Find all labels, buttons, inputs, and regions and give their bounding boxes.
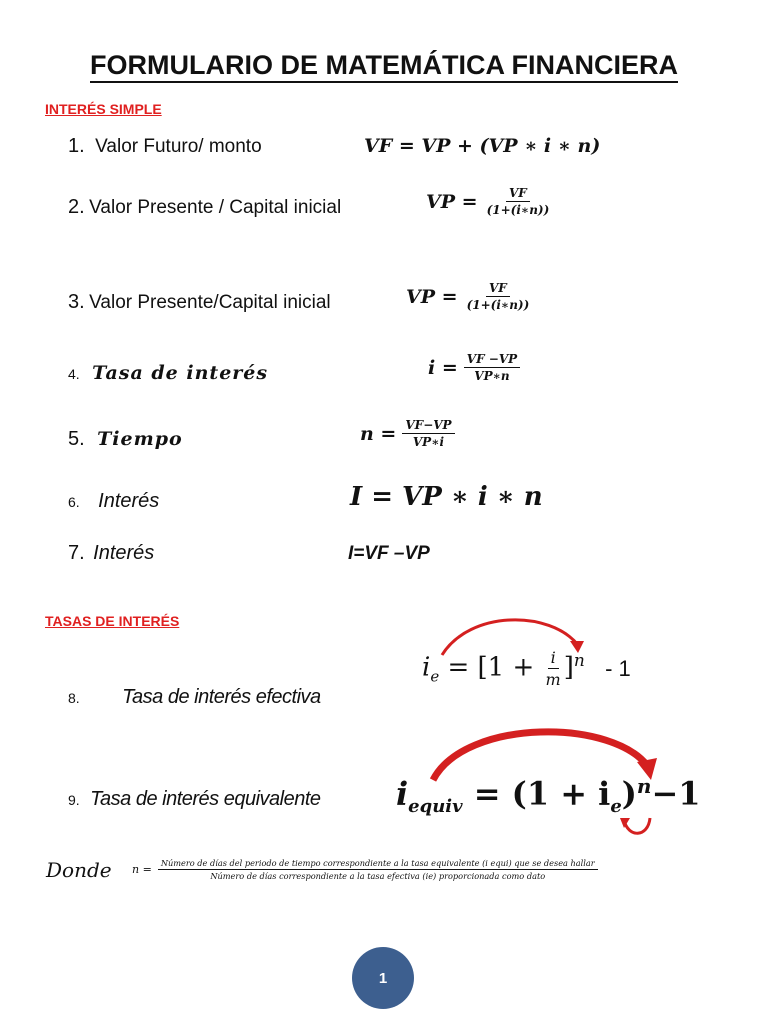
formula-tail: - 1 <box>605 655 631 681</box>
item-label: Tasa de interés efectiva <box>122 686 321 708</box>
section-heading-interest-rates: TASAS DE INTERÉS <box>45 613 180 629</box>
formula-item-1 <box>68 135 262 158</box>
item-number: 7. <box>68 542 85 564</box>
item-number: 1. <box>68 135 85 157</box>
fraction-numerator: VF−VP <box>402 418 454 434</box>
item-number: 9. <box>68 792 80 808</box>
fraction-denominator: (1+(i∗n)) <box>486 203 550 217</box>
donde-fraction <box>158 858 598 881</box>
item-label: Valor Presente/Capital inicial <box>89 292 331 313</box>
donde-definition <box>132 858 598 881</box>
formula-item-8 <box>68 686 321 709</box>
formula-effective-rate: $i_e = [1$ + $\frac{i}{m}$ ]$^n$ - 1 <box>422 648 631 689</box>
item-number: 2. <box>68 196 85 218</box>
formula-item-2 <box>68 196 341 219</box>
item-number: 8. <box>68 690 80 706</box>
page-number-badge: 1 <box>352 947 414 1009</box>
fraction-numerator: VF <box>486 281 510 297</box>
item-number: 3. <box>68 291 85 313</box>
formula-item-5 <box>68 428 183 451</box>
formula-item-6 <box>68 490 159 513</box>
formula-future-value: VF = VP + (VP ∗ i ∗ n) <box>364 135 601 157</box>
fraction <box>464 281 533 312</box>
fraction <box>464 352 520 383</box>
item-label: Interés <box>98 490 160 512</box>
item-label: Valor Presente / Capital inicial <box>89 197 342 218</box>
section-heading-simple-interest: INTERÉS SIMPLE <box>45 101 162 117</box>
formula-time <box>360 418 455 449</box>
item-label: Interés <box>93 542 155 564</box>
formula-interest-rate <box>428 352 520 383</box>
fraction <box>402 418 454 449</box>
donde-denominator: Número de días correspondiente a la tasa efectiva (ie) proporcionada como dato <box>210 871 546 881</box>
item-number: 4. <box>68 366 80 382</box>
formula-interest-difference: I=VF –VP <box>348 543 430 564</box>
item-number: 6. <box>68 494 80 510</box>
formula-subscript: equiv <box>408 796 463 818</box>
formula-lhs: n = <box>360 422 397 445</box>
donde-lhs: n = <box>132 863 152 876</box>
formula-exponent: n <box>573 650 585 671</box>
donde-numerator: Número de días del periodo de tiempo correspondiente a la tasa equivalente (i equi) que se desea hallar <box>158 858 598 870</box>
formula-lhs: VP = <box>406 285 458 308</box>
formula-tail: −1 <box>651 774 701 813</box>
formula-middle: = (1 + i <box>473 774 611 813</box>
fraction-numerator: VF <box>506 186 530 202</box>
item-label: Tiempo <box>97 428 183 450</box>
item-number: 5. <box>68 428 85 450</box>
fraction-numerator: i <box>548 648 559 669</box>
formula-end: ) <box>621 774 637 813</box>
donde-label: Donde <box>46 858 112 882</box>
page-title: FORMULARIO DE MATEMÁTICA FINANCIERA <box>0 50 768 81</box>
formula-exponent: n <box>636 774 652 798</box>
item-label: Tasa de interés <box>92 362 269 384</box>
formula-subscript: e <box>430 667 440 686</box>
formula-equivalent-rate <box>396 774 701 817</box>
formula-item-3 <box>68 291 331 314</box>
formula-lhs: i <box>396 774 409 813</box>
formula-lhs: i = <box>428 356 458 379</box>
formula-interest-simple: I = VP ∗ i ∗ n <box>350 482 543 512</box>
fraction-numerator: VF −VP <box>464 352 520 368</box>
formula-lhs: VP = <box>426 190 478 213</box>
formula-item-7 <box>68 542 154 565</box>
arrow-small-curve <box>618 812 658 842</box>
formula-present-value-2 <box>406 281 532 312</box>
formula-item-9 <box>68 788 321 811</box>
item-label: Valor Futuro/ monto <box>95 136 262 157</box>
formula-present-value-1 <box>426 186 552 217</box>
fraction <box>484 186 553 217</box>
item-label: Tasa de interés equivalente <box>90 788 321 810</box>
fraction-denominator: VP∗i <box>412 435 445 449</box>
fraction-denominator: m <box>545 670 561 689</box>
fraction-denominator: VP∗n <box>474 369 510 383</box>
fraction <box>543 648 564 689</box>
formula-middle-subscript: e <box>610 796 622 818</box>
formula-item-4 <box>68 362 268 384</box>
fraction-denominator: (1+(i∗n)) <box>466 298 530 312</box>
formula-lhs: i <box>422 652 431 683</box>
